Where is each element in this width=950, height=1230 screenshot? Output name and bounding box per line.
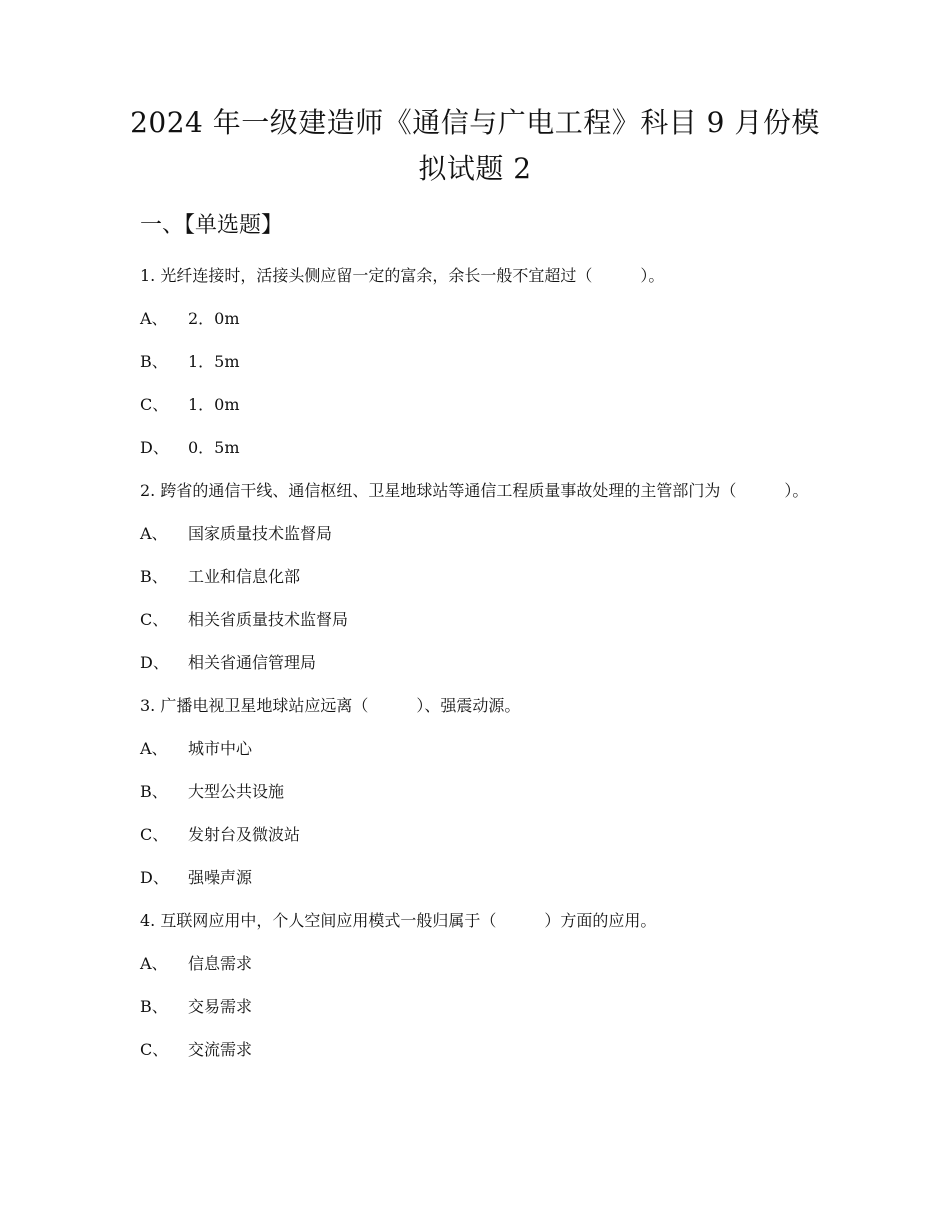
option-b bbox=[140, 563, 820, 590]
option-text: 工业和信息化部 bbox=[188, 567, 301, 586]
option-c bbox=[140, 606, 820, 633]
question-1 bbox=[140, 262, 820, 461]
option-letter: D、 bbox=[140, 438, 169, 457]
option-text: 城市中心 bbox=[188, 739, 253, 758]
question-3 bbox=[140, 692, 820, 891]
question-stem: 4. 互联网应用中，个人空间应用模式一般归属于（ ）方面的应用。 bbox=[140, 911, 657, 930]
option-b bbox=[140, 993, 820, 1020]
option-c bbox=[140, 1036, 820, 1063]
option-a bbox=[140, 520, 820, 547]
option-text: 强噪声源 bbox=[188, 868, 253, 887]
option-letter: C、 bbox=[140, 825, 169, 844]
option-text: 大型公共设施 bbox=[188, 782, 285, 801]
option-text: 发射台及微波站 bbox=[188, 825, 301, 844]
option-text: 0．5m bbox=[188, 438, 240, 457]
option-a bbox=[140, 950, 820, 977]
title-line-2: 拟试题 2 bbox=[418, 152, 532, 185]
option-letter: A、 bbox=[140, 954, 168, 973]
option-a bbox=[140, 735, 820, 762]
option-letter: B、 bbox=[140, 997, 168, 1016]
question-4 bbox=[140, 907, 820, 1063]
question-list bbox=[140, 262, 820, 1063]
question-stem: 3. 广播电视卫星地球站应远离（ ）、强震动源。 bbox=[140, 696, 521, 715]
question-stem: 2. 跨省的通信干线、通信枢纽、卫星地球站等通信工程质量事故处理的主管部门为（ ）。 bbox=[140, 481, 809, 500]
option-text: 相关省通信管理局 bbox=[188, 653, 317, 672]
option-letter: C、 bbox=[140, 1040, 169, 1059]
option-letter: B、 bbox=[140, 352, 168, 371]
option-c bbox=[140, 821, 820, 848]
option-text: 国家质量技术监督局 bbox=[188, 524, 333, 543]
option-letter: B、 bbox=[140, 567, 168, 586]
option-text: 信息需求 bbox=[188, 954, 253, 973]
option-letter: A、 bbox=[140, 524, 168, 543]
option-b bbox=[140, 778, 820, 805]
option-letter: C、 bbox=[140, 610, 169, 629]
option-letter: D、 bbox=[140, 653, 169, 672]
option-d bbox=[140, 649, 820, 676]
document-title bbox=[120, 100, 830, 192]
option-d bbox=[140, 434, 820, 461]
question-2 bbox=[140, 477, 820, 676]
question-stem: 1. 光纤连接时，活接头侧应留一定的富余，余长一般不宜超过（ ）。 bbox=[140, 266, 665, 285]
title-line-1: 2024 年一级建造师《通信与广电工程》科目 9 月份模 bbox=[130, 106, 820, 139]
option-text: 1．5m bbox=[188, 352, 240, 371]
option-letter: A、 bbox=[140, 739, 168, 758]
option-d bbox=[140, 864, 820, 891]
option-letter: C、 bbox=[140, 395, 169, 414]
option-text: 相关省质量技术监督局 bbox=[188, 610, 349, 629]
option-text: 2．0m bbox=[188, 309, 240, 328]
option-text: 1．0m bbox=[188, 395, 240, 414]
option-letter: A、 bbox=[140, 309, 168, 328]
option-letter: D、 bbox=[140, 868, 169, 887]
option-b bbox=[140, 348, 820, 375]
option-text: 交流需求 bbox=[188, 1040, 253, 1059]
option-a bbox=[140, 305, 820, 332]
option-letter: B、 bbox=[140, 782, 168, 801]
option-c bbox=[140, 391, 820, 418]
option-text: 交易需求 bbox=[188, 997, 253, 1016]
section-heading: 一、【单选题】 bbox=[140, 213, 284, 238]
